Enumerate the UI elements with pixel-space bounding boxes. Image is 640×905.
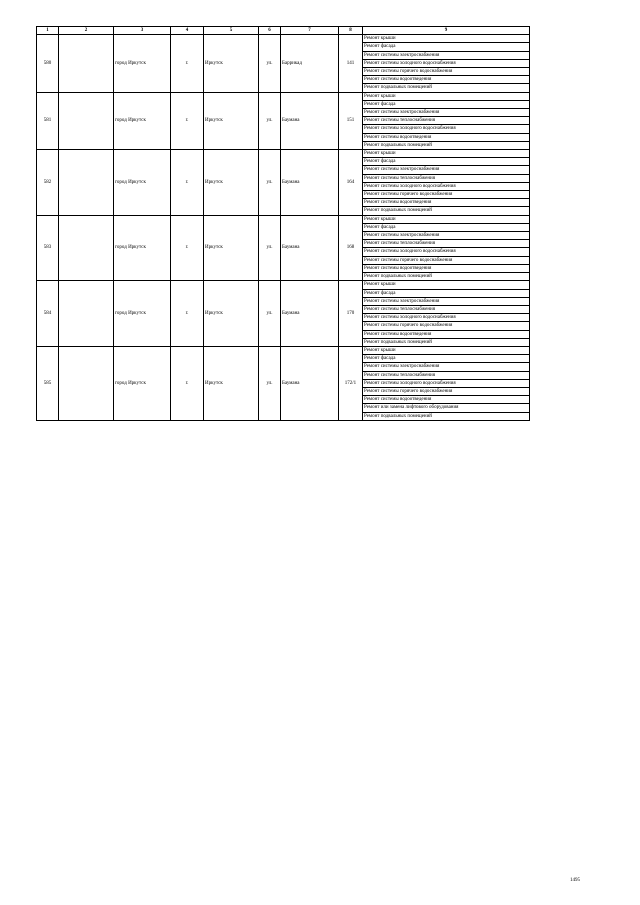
- work-type: Ремонт системы теплоснабжения: [363, 371, 530, 379]
- table-row: [37, 215, 530, 223]
- work-type: Ремонт системы электроснабжения: [363, 109, 530, 117]
- house-number: 151: [339, 92, 363, 149]
- col-header: 2: [59, 27, 114, 35]
- works-register-table: [36, 26, 530, 421]
- street-name: Баумана: [281, 150, 339, 216]
- street-type: ул.: [259, 92, 281, 149]
- work-type: Ремонт подвальных помещений: [363, 273, 530, 281]
- record-number: 580: [37, 35, 59, 92]
- table-row: [37, 92, 530, 100]
- street-name: Баумана: [281, 346, 339, 420]
- municipality: город Иркутск: [114, 92, 171, 149]
- settlement-type: г.: [171, 281, 204, 347]
- work-type: Ремонт системы горячего водоснабжения: [363, 387, 530, 395]
- work-type: Ремонт системы электроснабжения: [363, 51, 530, 59]
- work-type: Ремонт фасада: [363, 223, 530, 231]
- street-type: ул.: [259, 281, 281, 347]
- work-type: Ремонт фасада: [363, 100, 530, 108]
- settlement-type: г.: [171, 215, 204, 281]
- settlement-name: Иркутск: [204, 92, 259, 149]
- work-type: Ремонт подвальных помещений: [363, 84, 530, 92]
- table-body: [37, 35, 530, 421]
- work-type: Ремонт системы водоотведения: [363, 76, 530, 84]
- street-type: ул.: [259, 150, 281, 216]
- work-type: Ремонт системы электроснабжения: [363, 363, 530, 371]
- work-type: Ремонт системы водоотведения: [363, 133, 530, 141]
- settlement-type: г.: [171, 35, 204, 92]
- settlement-name: Иркутск: [204, 150, 259, 216]
- record-col2: [59, 150, 114, 216]
- work-type: Ремонт крыши: [363, 281, 530, 289]
- work-type: Ремонт системы теплоснабжения: [363, 174, 530, 182]
- work-type: Ремонт системы холодного водоснабжения: [363, 379, 530, 387]
- work-type: Ремонт системы электроснабжения: [363, 297, 530, 305]
- municipality: город Иркутск: [114, 346, 171, 420]
- col-header: 6: [259, 27, 281, 35]
- settlement-name: Иркутск: [204, 281, 259, 347]
- work-type: Ремонт системы водоотведения: [363, 396, 530, 404]
- work-type: Ремонт системы водоотведения: [363, 264, 530, 272]
- work-type: Ремонт крыши: [363, 346, 530, 354]
- work-type: Ремонт подвальных помещений: [363, 412, 530, 420]
- work-type: Ремонт системы электроснабжения: [363, 166, 530, 174]
- table-row: [37, 281, 530, 289]
- municipality: город Иркутск: [114, 35, 171, 92]
- work-type: Ремонт системы теплоснабжения: [363, 240, 530, 248]
- record-number: 582: [37, 150, 59, 216]
- record-number: 581: [37, 92, 59, 149]
- col-header: 3: [114, 27, 171, 35]
- work-type: Ремонт фасада: [363, 289, 530, 297]
- house-number: 164: [339, 150, 363, 216]
- work-type: Ремонт системы холодного водоснабжения: [363, 182, 530, 190]
- work-type: Ремонт системы холодного водоснабжения: [363, 125, 530, 133]
- work-type: Ремонт крыши: [363, 92, 530, 100]
- work-type: Ремонт подвальных помещений: [363, 141, 530, 149]
- municipality: город Иркутск: [114, 150, 171, 216]
- work-type: Ремонт системы водоотведения: [363, 199, 530, 207]
- street-name: Баумана: [281, 92, 339, 149]
- col-header: 7: [281, 27, 339, 35]
- work-type: Ремонт системы горячего водоснабжения: [363, 191, 530, 199]
- settlement-type: г.: [171, 150, 204, 216]
- record-col2: [59, 281, 114, 347]
- settlement-name: Иркутск: [204, 215, 259, 281]
- page-number: 1495: [570, 878, 580, 883]
- work-type: Ремонт крыши: [363, 150, 530, 158]
- table-row: [37, 346, 530, 354]
- col-header: 8: [339, 27, 363, 35]
- col-header: 1: [37, 27, 59, 35]
- work-type: Ремонт системы холодного водоснабжения: [363, 248, 530, 256]
- record-col2: [59, 35, 114, 92]
- street-type: ул.: [259, 215, 281, 281]
- work-type: Ремонт системы холодного водоснабжения: [363, 59, 530, 67]
- house-number: 172/1: [339, 346, 363, 420]
- col-header: 9: [363, 27, 530, 35]
- street-name: Баумана: [281, 281, 339, 347]
- settlement-type: г.: [171, 92, 204, 149]
- record-number: 583: [37, 215, 59, 281]
- work-type: Ремонт фасада: [363, 43, 530, 51]
- work-type: Ремонт системы электроснабжения: [363, 232, 530, 240]
- house-number: 168: [339, 215, 363, 281]
- work-type: Ремонт системы теплоснабжения: [363, 305, 530, 313]
- settlement-name: Иркутск: [204, 35, 259, 92]
- house-number: 170: [339, 281, 363, 347]
- work-type: Ремонт фасада: [363, 158, 530, 166]
- settlement-name: Иркутск: [204, 346, 259, 420]
- work-type: Ремонт или замена лифтового оборудования: [363, 404, 530, 412]
- street-name: Баррикад: [281, 35, 339, 92]
- municipality: город Иркутск: [114, 215, 171, 281]
- work-type: Ремонт системы горячего водоснабжения: [363, 68, 530, 76]
- header-row: [37, 27, 530, 35]
- work-type: Ремонт системы теплоснабжения: [363, 117, 530, 125]
- col-header: 4: [171, 27, 204, 35]
- record-number: 585: [37, 346, 59, 420]
- work-type: Ремонт крыши: [363, 35, 530, 43]
- record-col2: [59, 215, 114, 281]
- settlement-type: г.: [171, 346, 204, 420]
- work-type: Ремонт фасада: [363, 355, 530, 363]
- work-type: Ремонт подвальных помещений: [363, 207, 530, 215]
- record-col2: [59, 346, 114, 420]
- table-row: [37, 150, 530, 158]
- table-row: [37, 35, 530, 43]
- work-type: Ремонт крыши: [363, 215, 530, 223]
- work-type: Ремонт подвальных помещений: [363, 338, 530, 346]
- record-col2: [59, 92, 114, 149]
- work-type: Ремонт системы холодного водоснабжения: [363, 314, 530, 322]
- col-header: 5: [204, 27, 259, 35]
- street-name: Баумана: [281, 215, 339, 281]
- house-number: 141: [339, 35, 363, 92]
- work-type: Ремонт системы горячего водоснабжения: [363, 256, 530, 264]
- street-type: ул.: [259, 346, 281, 420]
- work-type: Ремонт системы водоотведения: [363, 330, 530, 338]
- municipality: город Иркутск: [114, 281, 171, 347]
- work-type: Ремонт системы горячего водоснабжения: [363, 322, 530, 330]
- record-number: 584: [37, 281, 59, 347]
- street-type: ул.: [259, 35, 281, 92]
